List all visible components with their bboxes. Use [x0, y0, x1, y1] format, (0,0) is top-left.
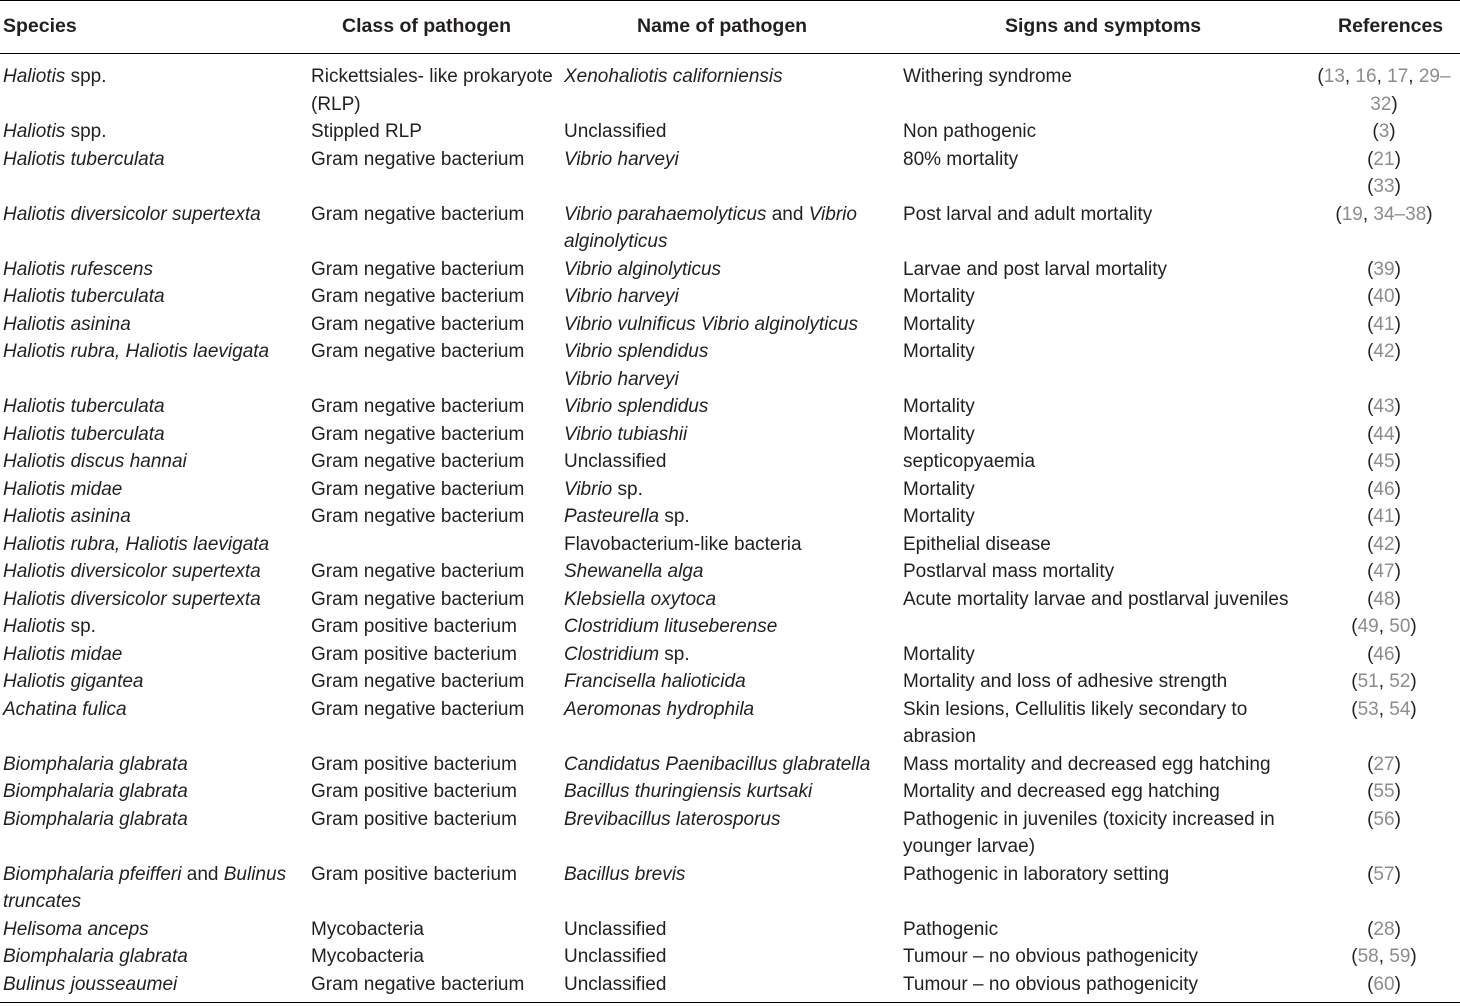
cell-species: Haliotis tuberculata: [3, 286, 165, 307]
cell-species: Biomphalaria pfeifferi and Bulinus truncates: [3, 863, 287, 912]
cell-signs-and-symptoms: Non pathogenic: [903, 121, 1037, 142]
cell-signs-and-symptoms: Mortality: [903, 313, 975, 335]
reference-link[interactable]: 49: [1357, 616, 1379, 637]
cell-name-of-pathogen: Vibrio splendidus: [564, 396, 709, 417]
table-row: [0, 338, 1460, 393]
cell-references: (48): [1367, 588, 1401, 610]
cell-references: (3): [1372, 121, 1396, 142]
cell-class-of-pathogen: Rickettsiales- like prokaryote (RLP): [311, 66, 553, 115]
cell-name-of-pathogen: Vibrio harveyi: [564, 286, 679, 307]
cell-name-of-pathogen: Francisella halioticida: [564, 671, 746, 692]
cell-class-of-pathogen: Gram negative bacterium: [311, 258, 525, 280]
reference-link[interactable]: 41: [1373, 313, 1395, 335]
cell-class-of-pathogen: Gram negative bacterium: [311, 671, 525, 692]
cell-signs-and-symptoms: septicopyaemia: [903, 451, 1036, 472]
cell-references: (42): [1367, 341, 1401, 362]
table-row: [0, 558, 1460, 586]
cell-species: Biomphalaria glabrata: [3, 946, 188, 967]
reference-link[interactable]: 56: [1373, 808, 1395, 830]
reference-link[interactable]: 50: [1389, 616, 1411, 637]
cell-references: (27): [1367, 753, 1401, 775]
reference-link[interactable]: 46: [1373, 478, 1395, 500]
cell-class-of-pathogen: Gram negative bacterium: [311, 451, 525, 472]
reference-link[interactable]: 53: [1357, 698, 1379, 720]
cell-class-of-pathogen: Gram positive bacterium: [311, 863, 517, 885]
cell-name-of-pathogen: Unclassified: [564, 946, 667, 967]
cell-references: (21) (33): [1367, 148, 1401, 197]
cell-name-of-pathogen: Unclassified: [564, 121, 667, 142]
reference-link[interactable]: 19: [1341, 203, 1363, 225]
cell-references: (13, 16, 17, 29–32): [1317, 66, 1451, 115]
table-row: [0, 916, 1460, 944]
reference-link[interactable]: 54: [1389, 698, 1411, 720]
cell-name-of-pathogen: Vibrio splendidus Vibrio harveyi: [564, 341, 709, 390]
cell-name-of-pathogen: Clostridium sp.: [564, 643, 690, 665]
cell-class-of-pathogen: Gram negative bacterium: [311, 203, 525, 225]
cell-species: Haliotis rubra, Haliotis laevigata: [3, 341, 270, 362]
reference-link[interactable]: 29–32: [1370, 66, 1451, 115]
cell-species: Haliotis midae: [3, 478, 123, 500]
cell-references: (44): [1367, 423, 1401, 445]
cell-signs-and-symptoms: Tumour – no obvious pathogenicity: [903, 946, 1199, 967]
reference-link[interactable]: 27: [1373, 753, 1395, 775]
cell-species: Biomphalaria glabrata: [3, 781, 188, 802]
cell-references: (55): [1367, 781, 1401, 802]
cell-class-of-pathogen: Gram negative bacterium: [311, 478, 525, 500]
cell-references: (47): [1367, 561, 1401, 582]
table-row: [0, 971, 1460, 999]
table-row: [0, 311, 1460, 339]
cell-class-of-pathogen: Gram negative bacterium: [311, 423, 525, 445]
reference-link[interactable]: 48: [1373, 588, 1395, 610]
reference-link[interactable]: 52: [1389, 671, 1411, 692]
cell-references: (45): [1367, 451, 1401, 472]
cell-signs-and-symptoms: Mortality: [903, 286, 975, 307]
cell-species: Haliotis spp.: [3, 66, 107, 87]
cell-class-of-pathogen: Gram negative bacterium: [311, 313, 525, 335]
cell-signs-and-symptoms: Epithelial disease: [903, 533, 1051, 555]
cell-signs-and-symptoms: Mortality: [903, 341, 975, 362]
reference-link[interactable]: 44: [1373, 423, 1395, 445]
reference-link[interactable]: 16: [1355, 66, 1377, 87]
reference-link[interactable]: 3: [1378, 121, 1390, 142]
reference-link[interactable]: 34–38: [1373, 203, 1427, 225]
table-row: [0, 393, 1460, 421]
reference-link[interactable]: 55: [1373, 781, 1395, 802]
reference-link[interactable]: 21: [1373, 148, 1395, 170]
cell-name-of-pathogen: Bacillus brevis: [564, 863, 686, 885]
cell-species: Helisoma anceps: [3, 918, 149, 940]
cell-species: Haliotis spp.: [3, 121, 107, 142]
cell-species: Haliotis diversicolor supertexta: [3, 203, 261, 225]
cell-name-of-pathogen: Brevibacillus laterosporus: [564, 808, 781, 830]
reference-link[interactable]: 13: [1323, 66, 1345, 87]
cell-species: Haliotis discus hannai: [3, 451, 187, 472]
cell-signs-and-symptoms: Mortality: [903, 423, 975, 445]
cell-name-of-pathogen: Unclassified: [564, 918, 667, 940]
table-body: [0, 63, 1460, 998]
cell-name-of-pathogen: Unclassified: [564, 451, 667, 472]
cell-class-of-pathogen: Mycobacteria: [311, 918, 424, 940]
cell-species: Biomphalaria glabrata: [3, 753, 188, 775]
cell-species: Haliotis midae: [3, 643, 123, 665]
reference-link[interactable]: 46: [1373, 643, 1395, 665]
table-row: [0, 503, 1460, 531]
cell-signs-and-symptoms: Mortality and loss of adhesive strength: [903, 671, 1228, 692]
cell-name-of-pathogen: Vibrio vulnificus Vibrio alginolyticus: [564, 313, 858, 335]
table-row: [0, 778, 1460, 806]
cell-species: Haliotis sp.: [3, 616, 96, 637]
reference-link[interactable]: 51: [1357, 671, 1379, 692]
cell-name-of-pathogen: Vibrio sp.: [564, 478, 643, 500]
cell-name-of-pathogen: Vibrio harveyi: [564, 148, 679, 170]
cell-references: (46): [1367, 643, 1401, 665]
cell-references: (41): [1367, 506, 1401, 527]
cell-species: Achatina fulica: [3, 698, 127, 720]
cell-signs-and-symptoms: Acute mortality larvae and postlarval juveniles: [903, 588, 1289, 610]
cell-species: Bulinus jousseaumei: [3, 973, 178, 995]
cell-references: (60): [1367, 973, 1401, 995]
cell-class-of-pathogen: Gram negative bacterium: [311, 506, 525, 527]
reference-link[interactable]: 45: [1373, 451, 1395, 472]
cell-class-of-pathogen: Gram negative bacterium: [311, 286, 525, 307]
cell-references: (19, 34–38): [1335, 203, 1433, 225]
cell-signs-and-symptoms: Mortality and decreased egg hatching: [903, 781, 1220, 802]
cell-class-of-pathogen: Stippled RLP: [311, 121, 422, 142]
cell-signs-and-symptoms: Skin lesions, Cellulitis likely secondary to abrasion: [903, 698, 1248, 747]
cell-name-of-pathogen: Unclassified: [564, 973, 667, 995]
cell-references: (53, 54): [1351, 698, 1417, 720]
cell-name-of-pathogen: Aeromonas hydrophila: [564, 698, 755, 720]
cell-name-of-pathogen: Bacillus thuringiensis kurtsaki: [564, 781, 813, 802]
reference-link[interactable]: 33: [1373, 176, 1395, 197]
cell-references: (41): [1367, 313, 1401, 335]
cell-signs-and-symptoms: Pathogenic in laboratory setting: [903, 863, 1170, 885]
header-signs-and-symptoms: Signs and symptoms: [1005, 15, 1202, 37]
reference-link[interactable]: 39: [1373, 258, 1395, 280]
cell-signs-and-symptoms: Pathogenic in juveniles (toxicity increased in younger larvae): [903, 808, 1275, 857]
cell-species: Haliotis asinina: [3, 313, 131, 335]
cell-signs-and-symptoms: Withering syndrome: [903, 66, 1072, 87]
cell-references: (46): [1367, 478, 1401, 500]
cell-signs-and-symptoms: Mortality: [903, 396, 975, 417]
header-rule: [0, 53, 1460, 54]
cell-species: Biomphalaria glabrata: [3, 808, 188, 830]
cell-species: Haliotis diversicolor supertexta: [3, 588, 261, 610]
cell-class-of-pathogen: Mycobacteria: [311, 946, 424, 967]
header-name-of-pathogen: Name of pathogen: [637, 15, 808, 37]
reference-link[interactable]: 59: [1389, 946, 1411, 967]
cell-name-of-pathogen: Shewanella alga: [564, 561, 704, 582]
table-bottom-rule: [0, 1002, 1460, 1003]
reference-link[interactable]: 43: [1373, 396, 1395, 417]
cell-species: Haliotis tuberculata: [3, 148, 165, 170]
table-row: [0, 63, 1460, 118]
cell-references: (49, 50): [1351, 616, 1417, 637]
reference-link[interactable]: 42: [1373, 533, 1395, 555]
reference-link[interactable]: 40: [1373, 286, 1395, 307]
table-row: [0, 283, 1460, 311]
cell-class-of-pathogen: Gram positive bacterium: [311, 753, 517, 775]
cell-name-of-pathogen: Pasteurella sp.: [564, 506, 690, 527]
cell-name-of-pathogen: Xenohaliotis californiensis: [564, 66, 783, 87]
header-class-of-pathogen: Class of pathogen: [342, 15, 512, 37]
cell-signs-and-symptoms: Mortality: [903, 478, 975, 500]
header-references: References: [1338, 15, 1444, 37]
cell-class-of-pathogen: Gram negative bacterium: [311, 973, 525, 995]
cell-references: (42): [1367, 533, 1401, 555]
cell-signs-and-symptoms: Tumour – no obvious pathogenicity: [903, 973, 1199, 995]
reference-link[interactable]: 42: [1373, 341, 1395, 362]
cell-class-of-pathogen: Gram positive bacterium: [311, 643, 517, 665]
cell-class-of-pathogen: Gram positive bacterium: [311, 781, 517, 802]
table-row: [0, 256, 1460, 284]
cell-class-of-pathogen: Gram positive bacterium: [311, 808, 517, 830]
table-row: [0, 531, 1460, 559]
cell-signs-and-symptoms: Mortality: [903, 643, 975, 665]
reference-link[interactable]: 17: [1387, 66, 1409, 87]
cell-signs-and-symptoms: Mortality: [903, 506, 975, 527]
cell-class-of-pathogen: Gram negative bacterium: [311, 148, 525, 170]
table-row: [0, 641, 1460, 669]
reference-link[interactable]: 41: [1373, 506, 1395, 527]
reference-link[interactable]: 28: [1373, 918, 1395, 940]
table-row: [0, 448, 1460, 476]
header-species: Species: [3, 15, 77, 37]
cell-signs-and-symptoms: Postlarval mass mortality: [903, 561, 1115, 582]
reference-link[interactable]: 47: [1373, 561, 1395, 582]
table-row: [0, 696, 1460, 751]
table-row: [0, 586, 1460, 614]
cell-species: Haliotis gigantea: [3, 671, 144, 692]
cell-class-of-pathogen: Gram negative bacterium: [311, 396, 525, 417]
table-row: [0, 201, 1460, 256]
reference-link[interactable]: 58: [1357, 946, 1379, 967]
cell-signs-and-symptoms: Mass mortality and decreased egg hatching: [903, 753, 1271, 775]
cell-class-of-pathogen: Gram negative bacterium: [311, 341, 525, 362]
cell-name-of-pathogen: Klebsiella oxytoca: [564, 588, 717, 610]
cell-references: (51, 52): [1351, 671, 1417, 692]
table-row: [0, 118, 1460, 146]
cell-references: (43): [1367, 396, 1401, 417]
cell-name-of-pathogen: Vibrio tubiashii: [564, 423, 688, 445]
cell-species: Haliotis rufescens: [3, 258, 153, 280]
table-row: [0, 751, 1460, 779]
cell-signs-and-symptoms: Post larval and adult mortality: [903, 203, 1153, 225]
cell-name-of-pathogen: Candidatus Paenibacillus glabratella: [564, 753, 871, 775]
cell-species: Haliotis diversicolor supertexta: [3, 561, 261, 582]
reference-link[interactable]: 57: [1373, 863, 1395, 885]
table-row: [0, 421, 1460, 449]
cell-signs-and-symptoms: Pathogenic: [903, 918, 999, 940]
cell-signs-and-symptoms: 80% mortality: [903, 148, 1019, 170]
table-row: [0, 943, 1460, 971]
cell-name-of-pathogen: Flavobacterium-like bacteria: [564, 533, 802, 555]
table-row: [0, 613, 1460, 641]
table-row: [0, 861, 1460, 916]
table-header: [0, 0, 1460, 53]
cell-species: Haliotis tuberculata: [3, 423, 165, 445]
cell-references: (57): [1367, 863, 1401, 885]
cell-class-of-pathogen: Gram negative bacterium: [311, 588, 525, 610]
cell-signs-and-symptoms: Larvae and post larval mortality: [903, 258, 1168, 280]
table-row: [0, 146, 1460, 201]
cell-class-of-pathogen: Gram positive bacterium: [311, 616, 517, 637]
table-row: [0, 476, 1460, 504]
cell-class-of-pathogen: Gram negative bacterium: [311, 698, 525, 720]
cell-references: (39): [1367, 258, 1401, 280]
cell-references: (56): [1367, 808, 1401, 830]
cell-species: Haliotis rubra, Haliotis laevigata: [3, 533, 270, 555]
cell-species: Haliotis asinina: [3, 506, 131, 527]
cell-name-of-pathogen: Clostridium lituseberense: [564, 616, 778, 637]
cell-species: Haliotis tuberculata: [3, 396, 165, 417]
cell-references: (40): [1367, 286, 1401, 307]
cell-name-of-pathogen: Vibrio alginolyticus: [564, 258, 722, 280]
cell-references: (28): [1367, 918, 1401, 940]
table-row: [0, 668, 1460, 696]
table-row: [0, 806, 1460, 861]
reference-link[interactable]: 60: [1373, 973, 1395, 995]
cell-references: (58, 59): [1351, 946, 1417, 967]
cell-name-of-pathogen: Vibrio parahaemolyticus and Vibrio alginolyticus: [564, 203, 857, 252]
cell-class-of-pathogen: Gram negative bacterium: [311, 561, 525, 582]
